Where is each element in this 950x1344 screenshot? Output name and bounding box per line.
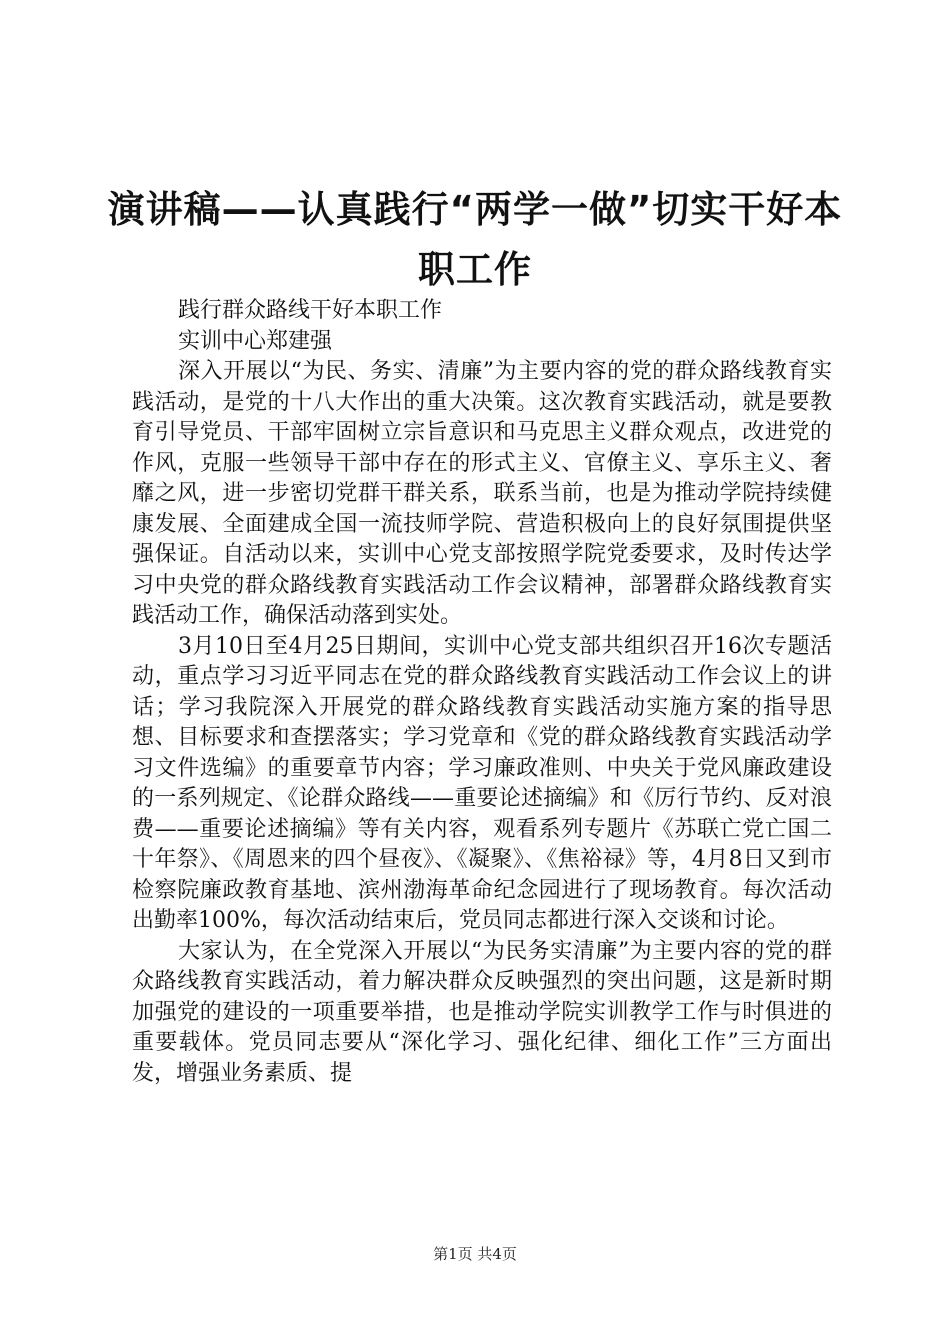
document-body <box>132 296 832 1089</box>
body-paragraph-2: 3月10日至4月25日期间，实训中心党支部共组织召开16次专题活动，重点学习习近平同志在党的群众路线教育实践活动工作会议上的讲话；学习我院深入开展党的群众路线教育实践活动实施方案的指导思想、目标要求和查摆落实；学习党章和《党的群众路线教育实践活动学习文件选编》的重要章节内容；学习廉政准则、中央关于党风廉政建设的一系列规定、《论群众路线——重要论述摘编》和《厉行节约、反对浪费——重要论述摘编》等有关内容，观看系列专题片《苏联亡党亡国二十年祭》、《周恩来的四个昼夜》、《凝聚》、《焦裕禄》等，4月8日又到市检察院廉政教育基地、滨州渤海革命纪念园进行了现场教育。每次活动出勤率100%，每次活动结束后，党员同志都进行深入交谈和讨论。 <box>132 633 832 933</box>
page-number-footer: 第1页 共4页 <box>433 1245 517 1263</box>
document-title-line-1: 演讲稿——认真践行“两学一做”切实干好本 <box>107 188 843 231</box>
body-paragraph-3: 大家认为，在全党深入开展以“为民务实清廉”为主要内容的党的群众路线教育实践活动，着力解决群众反映强烈的突出问题，这是新时期加强党的建设的一项重要举措，也是推动学院实训教学工作与时俱进的重要载体。党员同志要从“深化学习、强化纪律、细化工作”三方面出发，增强业务素质、提 <box>132 938 832 1086</box>
document-subtitle: 践行群众路线干好本职工作 <box>178 298 443 323</box>
document-author: 实训中心郑建强 <box>178 328 333 354</box>
document-title-line-2: 职工作 <box>418 248 532 291</box>
body-paragraph-1: 深入开展以“为民、务实、清廉”为主要内容的党的群众路线教育实践活动，是党的十八大作出的重大决策。这次教育实践活动，就是要教育引导党员、干部牢固树立宗旨意识和马克思主义群众观点，改进党的作风，克服一些领导干部中存在的形式主义、官僚主义、享乐主义、奢靡之风，进一步密切党群干群关系，联系当前，也是为推动学院持续健康发展、全面建成全国一流技师学院、营造积极向上的良好氛围提供坚强保证。自活动以来，实训中心党支部按照学院党委要求，及时传达学习中央党的群众路线教育实践活动工作会议精神，部署群众路线教育实践活动工作，确保活动落到实处。 <box>132 359 832 628</box>
